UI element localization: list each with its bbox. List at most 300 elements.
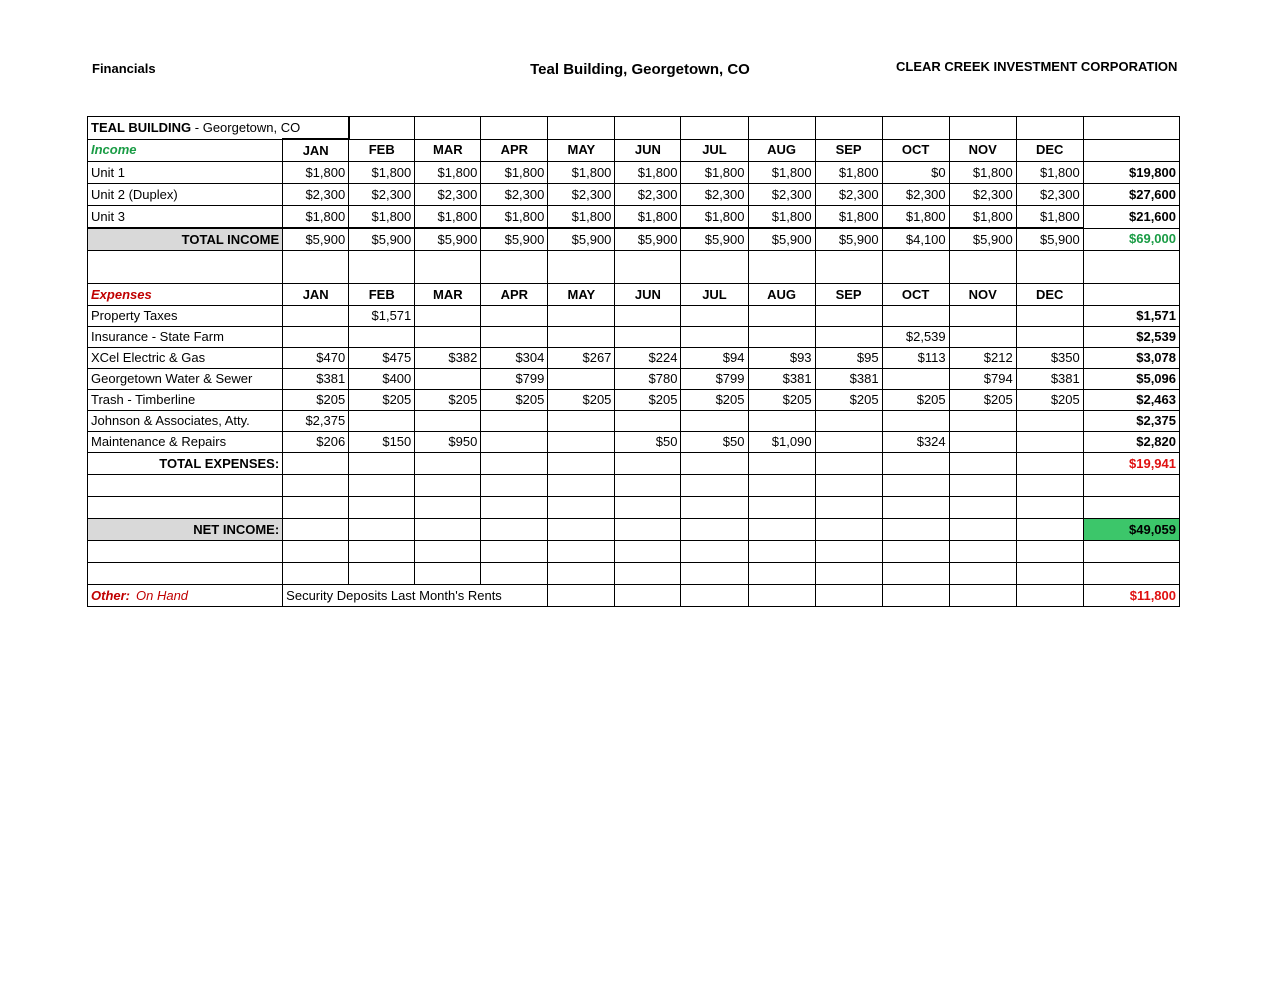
total-income-row: [88, 228, 1180, 251]
expense-row-total: $2,463: [1083, 390, 1179, 411]
expense-value-cell: [548, 369, 615, 390]
expense-row-label: XCel Electric & Gas: [88, 348, 283, 369]
expense-value-cell: [415, 327, 481, 348]
total-income-cell: $5,900: [283, 228, 349, 251]
empty-cell: [548, 117, 615, 140]
blank-row: [88, 475, 1180, 497]
page-title: Teal Building, Georgetown, CO: [530, 61, 750, 78]
expense-value-cell: $799: [681, 369, 748, 390]
month-header-mar: MAR: [415, 139, 481, 162]
expense-value-cell: [615, 411, 681, 432]
expense-row-label: Maintenance & Repairs: [88, 432, 283, 453]
empty-cell: [283, 519, 349, 541]
empty-cell: [548, 475, 615, 497]
expense-row: [88, 411, 1180, 432]
income-value-cell: $2,300: [481, 184, 548, 206]
month-header-jul: JUL: [681, 284, 748, 306]
month-header-jan: JAN: [283, 284, 349, 306]
empty-cell: [349, 519, 415, 541]
income-row: [88, 206, 1180, 229]
expense-value-cell: $205: [415, 390, 481, 411]
expense-row: [88, 306, 1180, 327]
expense-row-total: $2,375: [1083, 411, 1179, 432]
expense-value-cell: [1016, 327, 1083, 348]
expense-value-cell: $950: [415, 432, 481, 453]
empty-cell: [349, 251, 415, 284]
total-income-cell: $5,900: [1016, 228, 1083, 251]
empty-cell: [548, 563, 615, 585]
expense-row-total: $5,096: [1083, 369, 1179, 390]
expense-row-total: $1,571: [1083, 306, 1179, 327]
income-value-cell: $2,300: [283, 184, 349, 206]
empty-cell: [283, 251, 349, 284]
expense-value-cell: [949, 306, 1016, 327]
expense-value-cell: [481, 432, 548, 453]
empty-cell: [949, 453, 1016, 475]
expense-value-cell: $205: [283, 390, 349, 411]
empty-cell: [415, 117, 481, 140]
expense-value-cell: $205: [349, 390, 415, 411]
income-value-cell: $2,300: [882, 184, 949, 206]
expense-value-cell: $381: [748, 369, 815, 390]
month-header-may: MAY: [548, 284, 615, 306]
title-row: [88, 117, 1180, 140]
empty-cell: [283, 563, 349, 585]
expense-value-cell: $382: [415, 348, 481, 369]
expense-value-cell: $2,375: [283, 411, 349, 432]
expense-value-cell: $400: [349, 369, 415, 390]
empty-cell: [949, 251, 1016, 284]
expense-value-cell: [349, 411, 415, 432]
expense-value-cell: [548, 411, 615, 432]
expense-value-cell: $212: [949, 348, 1016, 369]
empty-cell: [415, 475, 481, 497]
empty-cell: [615, 475, 681, 497]
empty-cell: [481, 117, 548, 140]
sheet-title-location: - Georgetown, CO: [191, 119, 301, 135]
expense-value-cell: [415, 411, 481, 432]
month-header-apr: APR: [481, 139, 548, 162]
income-value-cell: $1,800: [481, 206, 548, 229]
expense-value-cell: $2,539: [882, 327, 949, 348]
total-income-cell: $5,900: [748, 228, 815, 251]
expense-value-cell: $381: [1016, 369, 1083, 390]
income-value-cell: $1,800: [815, 206, 882, 229]
empty-cell: [882, 475, 949, 497]
empty-cell: [748, 453, 815, 475]
other-row: [88, 585, 1180, 607]
income-value-cell: $2,300: [415, 184, 481, 206]
expense-row: [88, 390, 1180, 411]
empty-cell: [681, 519, 748, 541]
expense-value-cell: $224: [615, 348, 681, 369]
month-header-jul: JUL: [681, 139, 748, 162]
empty-cell: [548, 453, 615, 475]
expense-value-cell: $267: [548, 348, 615, 369]
income-value-cell: $2,300: [681, 184, 748, 206]
empty-cell: [1016, 117, 1083, 140]
expense-value-cell: $1,090: [748, 432, 815, 453]
empty-cell: [283, 453, 349, 475]
empty-cell: [548, 585, 615, 607]
empty-cell: [748, 251, 815, 284]
expense-value-cell: $799: [481, 369, 548, 390]
expenses-section-label: Expenses: [88, 284, 283, 306]
empty-cell: [1083, 475, 1179, 497]
empty-cell: [1016, 475, 1083, 497]
empty-cell: [481, 453, 548, 475]
other-description: Security Deposits Last Month's Rents: [283, 585, 548, 607]
expense-value-cell: $205: [949, 390, 1016, 411]
sheet-title: [88, 117, 301, 140]
month-header-dec: DEC: [1016, 139, 1083, 162]
empty-cell: [1016, 453, 1083, 475]
empty-cell: [882, 251, 949, 284]
net-income-row: [88, 519, 1180, 541]
total-income-label: TOTAL INCOME: [88, 228, 283, 251]
empty-cell: [815, 497, 882, 519]
expense-value-cell: [882, 306, 949, 327]
other-label-subtitle: On Hand: [136, 587, 189, 603]
income-value-cell: $1,800: [349, 162, 415, 184]
expense-value-cell: [681, 411, 748, 432]
empty-cell: [548, 497, 615, 519]
empty-cell: [415, 541, 481, 563]
income-value-cell: $2,300: [615, 184, 681, 206]
empty-cell: [88, 497, 283, 519]
expense-value-cell: $95: [815, 348, 882, 369]
empty-cell: [748, 585, 815, 607]
empty-cell: [1083, 117, 1179, 140]
expense-value-cell: [748, 327, 815, 348]
month-header-aug: AUG: [748, 284, 815, 306]
empty-cell: [882, 585, 949, 607]
empty-cell: [882, 117, 949, 140]
expense-value-cell: [882, 369, 949, 390]
month-header-may: MAY: [548, 139, 615, 162]
empty-cell: [681, 541, 748, 563]
empty-cell: [1016, 519, 1083, 541]
total-expenses-label: TOTAL EXPENSES:: [88, 453, 283, 475]
month-header-feb: FEB: [349, 284, 415, 306]
income-value-cell: $1,800: [748, 206, 815, 229]
expense-value-cell: [615, 327, 681, 348]
net-income-total: $49,059: [1083, 519, 1179, 541]
empty-cell: [481, 519, 548, 541]
empty-cell: [1016, 541, 1083, 563]
month-header-jun: JUN: [615, 139, 681, 162]
total-income-cell: $5,900: [481, 228, 548, 251]
income-value-cell: $1,800: [815, 162, 882, 184]
total-income-cell: $5,900: [815, 228, 882, 251]
expense-value-cell: $205: [882, 390, 949, 411]
company-name: CLEAR CREEK INVESTMENT CORPORATION: [896, 59, 1178, 74]
expense-value-cell: [283, 327, 349, 348]
income-value-cell: $2,300: [548, 184, 615, 206]
empty-cell: [349, 563, 415, 585]
expense-value-cell: [949, 432, 1016, 453]
empty-cell: [882, 541, 949, 563]
total-expenses-grand-total: $19,941: [1083, 453, 1179, 475]
empty-cell: [882, 453, 949, 475]
expense-value-cell: $205: [1016, 390, 1083, 411]
expense-value-cell: [548, 327, 615, 348]
empty-cell: [415, 497, 481, 519]
empty-cell: [882, 497, 949, 519]
income-value-cell: $1,800: [681, 162, 748, 184]
expense-value-cell: [949, 327, 1016, 348]
income-value-cell: $1,800: [949, 162, 1016, 184]
expense-value-cell: $205: [481, 390, 548, 411]
empty-cell: [748, 117, 815, 140]
empty-cell: [548, 519, 615, 541]
empty-cell: [615, 563, 681, 585]
empty-cell: [949, 519, 1016, 541]
expense-value-cell: [349, 327, 415, 348]
total-income-cell: $5,900: [949, 228, 1016, 251]
empty-cell: [349, 117, 415, 140]
expense-row-label: Georgetown Water & Sewer: [88, 369, 283, 390]
expense-row: [88, 348, 1180, 369]
empty-cell: [949, 541, 1016, 563]
income-value-cell: $1,800: [949, 206, 1016, 229]
empty-cell: [681, 453, 748, 475]
income-value-cell: $1,800: [415, 206, 481, 229]
empty-cell: [815, 117, 882, 140]
income-section-label: Income: [88, 139, 283, 162]
income-row-label: Unit 2 (Duplex): [88, 184, 283, 206]
income-value-cell: $1,800: [415, 162, 481, 184]
empty-cell: [882, 563, 949, 585]
income-row-total: $21,600: [1083, 206, 1179, 229]
empty-cell: [949, 117, 1016, 140]
empty-cell: [415, 563, 481, 585]
other-label: [88, 585, 283, 607]
expense-value-cell: $470: [283, 348, 349, 369]
empty-cell: [949, 585, 1016, 607]
empty-cell: [615, 519, 681, 541]
expense-value-cell: [481, 327, 548, 348]
empty-cell: [615, 585, 681, 607]
empty-cell: [615, 117, 681, 140]
empty-cell: [283, 497, 349, 519]
income-value-cell: $2,300: [748, 184, 815, 206]
expense-value-cell: [815, 327, 882, 348]
empty-cell: [1016, 497, 1083, 519]
income-value-cell: $1,800: [748, 162, 815, 184]
income-value-cell: $1,800: [548, 162, 615, 184]
empty-cell: [949, 497, 1016, 519]
empty-cell: [481, 563, 548, 585]
empty-cell: [815, 541, 882, 563]
empty-cell: [681, 117, 748, 140]
empty-cell: [815, 563, 882, 585]
month-header-dec: DEC: [1016, 284, 1083, 306]
income-row: [88, 162, 1180, 184]
month-header-apr: APR: [481, 284, 548, 306]
empty-cell: [681, 251, 748, 284]
empty-cell: [815, 519, 882, 541]
month-header-sep: SEP: [815, 139, 882, 162]
empty-cell: [481, 497, 548, 519]
month-header-oct: OCT: [882, 284, 949, 306]
expense-value-cell: $324: [882, 432, 949, 453]
expense-value-cell: $381: [283, 369, 349, 390]
income-value-cell: $2,300: [949, 184, 1016, 206]
income-value-cell: $1,800: [548, 206, 615, 229]
income-value-cell: $1,800: [882, 206, 949, 229]
month-header-feb: FEB: [349, 139, 415, 162]
income-row-label: Unit 3: [88, 206, 283, 229]
blank-row: [88, 563, 1180, 585]
month-header-nov: NOV: [949, 284, 1016, 306]
expense-value-cell: [481, 306, 548, 327]
expense-value-cell: $780: [615, 369, 681, 390]
income-value-cell: $1,800: [615, 206, 681, 229]
total-income-cell: $5,900: [415, 228, 481, 251]
empty-cell: [748, 475, 815, 497]
empty-cell: [681, 563, 748, 585]
empty-cell: [88, 475, 283, 497]
empty-cell: [615, 251, 681, 284]
empty-cell: [748, 519, 815, 541]
expense-value-cell: $50: [615, 432, 681, 453]
empty-cell: [815, 453, 882, 475]
empty-cell: [481, 475, 548, 497]
expense-value-cell: $205: [615, 390, 681, 411]
empty-cell: [349, 453, 415, 475]
empty-cell: [615, 497, 681, 519]
expense-value-cell: [1016, 411, 1083, 432]
month-header-jun: JUN: [615, 284, 681, 306]
total-income-cell: $5,900: [615, 228, 681, 251]
expense-value-cell: [415, 369, 481, 390]
expense-value-cell: [815, 411, 882, 432]
income-row-total: $27,600: [1083, 184, 1179, 206]
expense-row-total: $2,539: [1083, 327, 1179, 348]
income-value-cell: $1,800: [615, 162, 681, 184]
empty-cell: [1083, 251, 1179, 284]
income-value-cell: $1,800: [481, 162, 548, 184]
expense-row: [88, 432, 1180, 453]
empty-cell: [1083, 563, 1179, 585]
income-value-cell: $1,800: [1016, 206, 1083, 229]
expense-value-cell: $1,571: [349, 306, 415, 327]
blank-row: [88, 541, 1180, 563]
expense-row-label: Property Taxes: [88, 306, 283, 327]
empty-cell: [88, 563, 283, 585]
expense-value-cell: $794: [949, 369, 1016, 390]
expense-value-cell: $205: [815, 390, 882, 411]
month-header-jan: JAN: [283, 139, 349, 162]
empty-cell: [748, 541, 815, 563]
empty-cell: [481, 541, 548, 563]
expense-value-cell: $94: [681, 348, 748, 369]
expense-value-cell: [748, 411, 815, 432]
empty-cell: [415, 251, 481, 284]
income-value-cell: $1,800: [283, 206, 349, 229]
total-expenses-row: [88, 453, 1180, 475]
month-header-nov: NOV: [949, 139, 1016, 162]
month-header-mar: MAR: [415, 284, 481, 306]
expense-value-cell: [548, 306, 615, 327]
expense-value-cell: [681, 327, 748, 348]
month-header-sep: SEP: [815, 284, 882, 306]
empty-cell: [1083, 284, 1179, 306]
expense-value-cell: [1016, 306, 1083, 327]
empty-cell: [88, 541, 283, 563]
total-income-cell: $4,100: [882, 228, 949, 251]
month-header-oct: OCT: [882, 139, 949, 162]
empty-cell: [481, 251, 548, 284]
expense-value-cell: $475: [349, 348, 415, 369]
empty-cell: [1016, 585, 1083, 607]
expense-value-cell: $381: [815, 369, 882, 390]
income-value-cell: $1,800: [681, 206, 748, 229]
income-value-cell: $2,300: [1016, 184, 1083, 206]
empty-cell: [1083, 497, 1179, 519]
expense-value-cell: [481, 411, 548, 432]
net-income-label: NET INCOME:: [88, 519, 283, 541]
expense-row-label: Johnson & Associates, Atty.: [88, 411, 283, 432]
other-label-title: Other:: [91, 587, 130, 603]
expense-value-cell: [415, 306, 481, 327]
empty-cell: [681, 475, 748, 497]
expense-row-total: $3,078: [1083, 348, 1179, 369]
empty-cell: [949, 563, 1016, 585]
expense-value-cell: $150: [349, 432, 415, 453]
expense-value-cell: [548, 432, 615, 453]
empty-cell: [615, 453, 681, 475]
total-income-cell: $5,900: [681, 228, 748, 251]
expense-row-label: Trash - Timberline: [88, 390, 283, 411]
header-left-label: Financials: [92, 61, 156, 76]
empty-cell: [548, 251, 615, 284]
empty-cell: [548, 541, 615, 563]
expense-value-cell: [949, 411, 1016, 432]
income-row: [88, 184, 1180, 206]
expense-value-cell: $304: [481, 348, 548, 369]
empty-cell: [1083, 541, 1179, 563]
expense-value-cell: [748, 306, 815, 327]
empty-cell: [748, 497, 815, 519]
expense-value-cell: $205: [548, 390, 615, 411]
empty-cell: [415, 519, 481, 541]
expense-value-cell: $350: [1016, 348, 1083, 369]
empty-cell: [349, 497, 415, 519]
expense-value-cell: [815, 306, 882, 327]
month-header-aug: AUG: [748, 139, 815, 162]
expense-row-total: $2,820: [1083, 432, 1179, 453]
expense-value-cell: [283, 306, 349, 327]
empty-cell: [949, 475, 1016, 497]
spacer-row: [88, 251, 1180, 284]
empty-cell: [681, 585, 748, 607]
income-row-total: $19,800: [1083, 162, 1179, 184]
empty-cell: [283, 541, 349, 563]
blank-row: [88, 497, 1180, 519]
expense-value-cell: $113: [882, 348, 949, 369]
empty-cell: [681, 497, 748, 519]
empty-cell: [349, 541, 415, 563]
total-income-cell: $5,900: [349, 228, 415, 251]
empty-cell: [882, 519, 949, 541]
expense-value-cell: [882, 411, 949, 432]
empty-cell: [1083, 139, 1179, 162]
expense-value-cell: $205: [681, 390, 748, 411]
empty-cell: [415, 453, 481, 475]
expense-row-label: Insurance - State Farm: [88, 327, 283, 348]
